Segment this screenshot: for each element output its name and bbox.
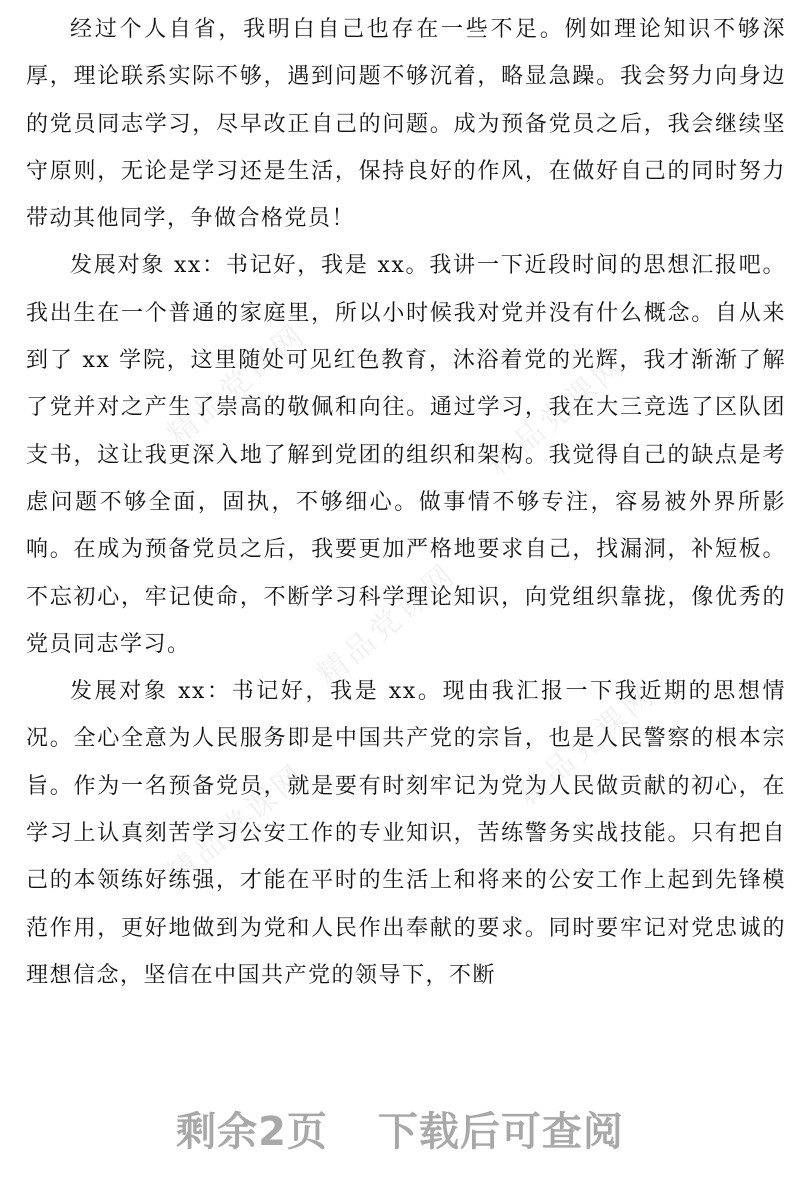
- remaining-pages-label: 剩余2页: [176, 1109, 328, 1155]
- watermark-text: 精品党课网: [160, 756, 314, 893]
- paragraph-report-two: 发展对象 xx：书记好，我是 xx。现由我汇报一下我近期的思想情况。全心全意为人民服务即是中国共产党的宗旨，也是人民警察的根本宗旨。作为一名预备党员，就是要有时刻牢记为党为人民做贡献的初心，在学习上认真刻苦学习公安工作的专业知识，苦练警务实战技能。只有把自己的本领练好练强，才能在平时的生活上和将来的公安工作上起到先锋模范作用，更好地做到为党和人民作出奉献的要求。同时要牢记对党忠诚的理想信念，坚信在中国共产党的领导下，不断: [26, 679, 786, 988]
- download-banner[interactable]: [0, 1100, 800, 1157]
- watermark-text: 精品党课网: [160, 316, 314, 453]
- paragraph-self-reflection: 经过个人自省，我明白自己也存在一些不足。例如理论知识不够深厚，理论联系实际不够，遇到问题不够沉着，略显急躁。我会努力向身边的党员同志学习，尽早改正自己的问题。成为预备党员之后，我会继续坚守原则，无论是学习还是生活，保持良好的作风，在做好自己的同时努力带动其他同学，争做合格党员！: [26, 17, 786, 232]
- watermark-text: 精品党课网: [310, 556, 464, 693]
- document-body: [26, 6, 786, 999]
- watermark-text: 精品党课网: [510, 676, 664, 813]
- paragraph-report-one: 发展对象 xx：书记好，我是 xx。我讲一下近段时间的思想汇报吧。我出生在一个普通的家庭里，所以小时候我对党并没有什么概念。自从来到了 xx 学院，这里随处可见红色教育，沐浴着党的光辉，我才渐渐了解了党并对之产生了崇高的敬佩和向往。通过学习，我在大三竞选了区队团支书，这让我更深入地了解到党团的组织和架构。我觉得自己的缺点是考虑问题不够全面，固执，不够细心。做事情不够专注，容易被外界所影响。在成为预备党员之后，我要更加严格地要求自己，找漏洞，补短板。不忘初心，牢记使命，不断学习科学理论知识，向党组织靠拢，像优秀的党员同志学习。: [26, 253, 786, 657]
- watermark-text: 精品党课网: [480, 346, 634, 483]
- download-to-view-label: 下载后可查阅: [377, 1109, 624, 1155]
